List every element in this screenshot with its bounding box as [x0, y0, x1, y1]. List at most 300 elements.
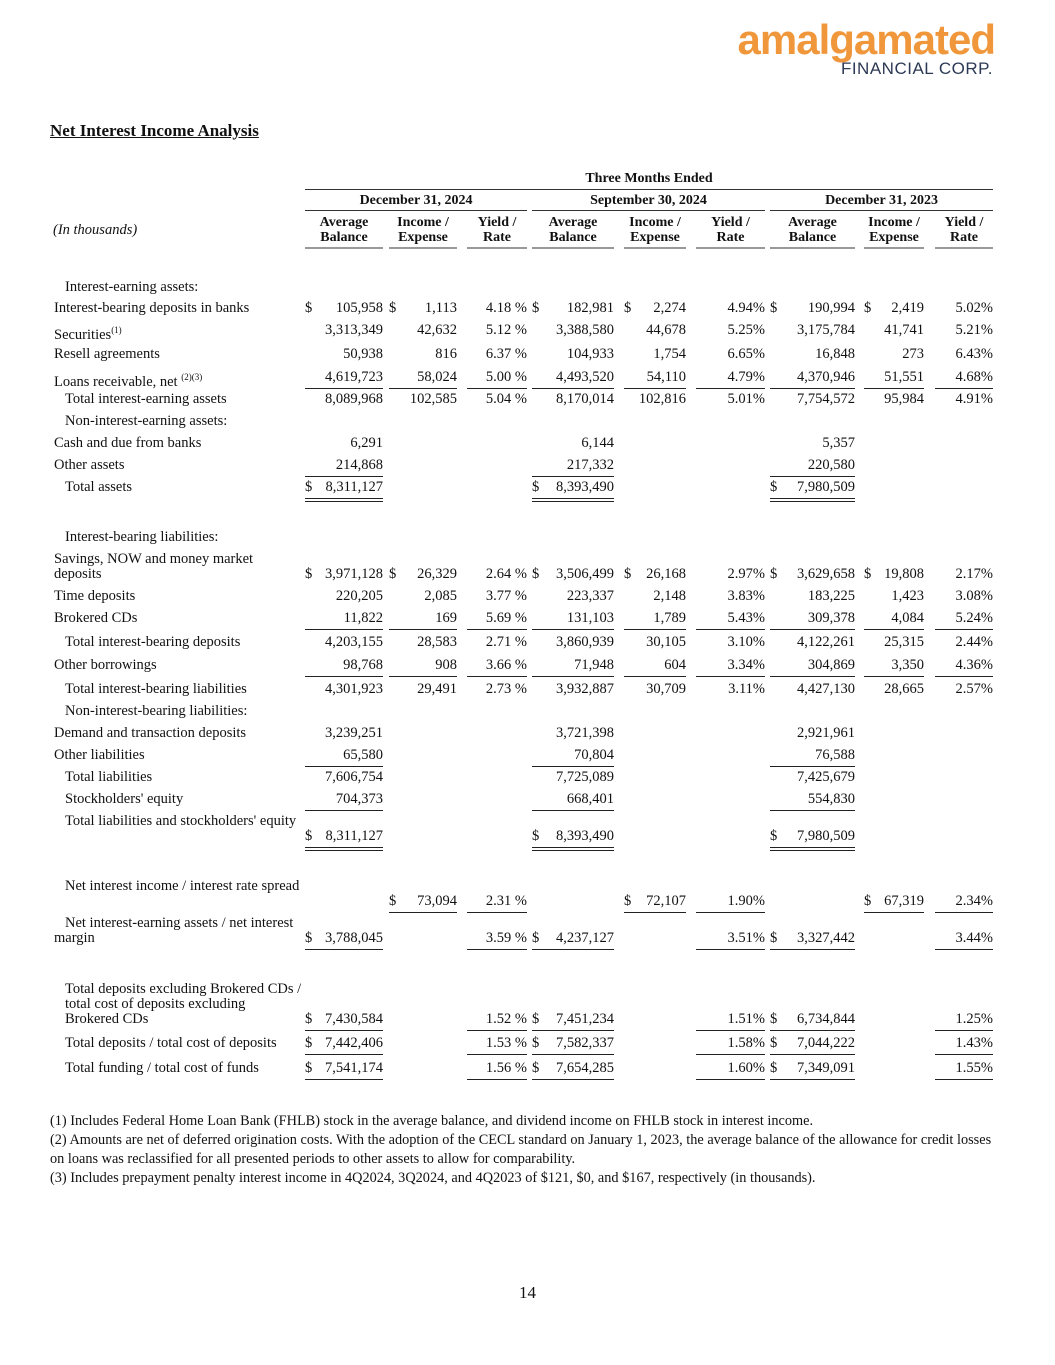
- cell-value: 1.55%: [955, 1060, 993, 1076]
- column-header-line: Average: [319, 215, 369, 230]
- cell-value: 7,980,509: [797, 828, 855, 844]
- cell-value: 11,822: [343, 610, 383, 626]
- cell-average-balance: [770, 1061, 855, 1080]
- cell-value: 6.37 %: [485, 346, 527, 362]
- cell-value: 1.43%: [955, 1035, 993, 1051]
- cell-value: 2,274: [653, 300, 686, 316]
- cell-value: 3,239,251: [325, 725, 383, 741]
- cell-value: 7,425,679: [797, 769, 855, 785]
- cell-value: 3,350: [891, 657, 924, 673]
- cell-value: 304,869: [807, 657, 855, 673]
- currency-symbol: $: [864, 300, 872, 316]
- cell-value: 7,582,337: [556, 1035, 614, 1051]
- row-label-text: Other assets: [54, 457, 125, 473]
- cell-value: 25,315: [884, 634, 924, 650]
- cell-value: 908: [435, 657, 457, 673]
- currency-symbol: $: [305, 930, 313, 946]
- currency-symbol: $: [532, 300, 540, 316]
- cell-income-expense: [864, 392, 924, 410]
- cell-average-balance: [305, 635, 383, 653]
- cell-value: 3,629,658: [797, 566, 855, 582]
- column-header-average-balance: [770, 215, 855, 245]
- currency-symbol: $: [305, 1060, 313, 1076]
- period-rule: [532, 210, 765, 211]
- cell-yield-rate: [467, 323, 527, 341]
- cell-income-expense: [624, 589, 686, 607]
- currency-symbol: $: [532, 566, 540, 582]
- cell-yield-rate: [467, 611, 527, 630]
- cell-value: 73,094: [417, 893, 457, 909]
- cell-value: 3.34%: [727, 657, 765, 673]
- cell-income-expense: [624, 658, 686, 677]
- column-header-line: Yield /: [944, 215, 984, 230]
- cell-value: 7,430,584: [325, 1011, 383, 1027]
- row-label: [54, 682, 302, 697]
- cell-value: 44,678: [646, 322, 686, 338]
- cell-value: 30,709: [646, 681, 686, 697]
- cell-average-balance: [305, 829, 383, 851]
- cell-value: 3.11%: [728, 681, 765, 697]
- column-header-yield-rate: [467, 215, 527, 245]
- cell-average-balance: [532, 1061, 614, 1080]
- cell-yield-rate: [696, 323, 765, 341]
- cell-value: 6.65%: [727, 346, 765, 362]
- cell-yield-rate: [696, 1061, 765, 1080]
- row-label-text: Total interest-earning assets: [65, 391, 227, 407]
- cell-value: 98,768: [343, 657, 383, 673]
- cell-average-balance: [305, 567, 383, 585]
- cell-value: 28,583: [417, 634, 457, 650]
- cell-average-balance: [532, 392, 614, 410]
- currency-symbol: $: [770, 930, 778, 946]
- cell-average-balance: [532, 635, 614, 653]
- cell-yield-rate: [935, 370, 993, 389]
- cell-average-balance: [770, 792, 855, 811]
- row-label-text: Other liabilities: [54, 747, 145, 763]
- cell-income-expense: [389, 347, 457, 365]
- cell-value: 4.79%: [727, 369, 765, 385]
- cell-value: 4,122,261: [797, 634, 855, 650]
- cell-value: 4,203,155: [325, 634, 383, 650]
- cell-average-balance: [532, 1012, 614, 1031]
- cell-average-balance: [770, 658, 855, 677]
- column-header-line: Average: [788, 215, 837, 230]
- cell-value: 6.43%: [955, 346, 993, 362]
- column-header-average-balance: [532, 215, 614, 245]
- cell-value: 273: [902, 346, 924, 362]
- cell-average-balance: [305, 792, 383, 811]
- cell-yield-rate: [467, 1061, 527, 1080]
- column-header-rule: [935, 247, 993, 249]
- cell-value: 5.69 %: [485, 610, 527, 626]
- cell-average-balance: [770, 1036, 855, 1055]
- column-header-line: Expense: [630, 230, 680, 245]
- cell-yield-rate: [935, 682, 993, 700]
- cell-average-balance: [305, 1012, 383, 1031]
- cell-yield-rate: [935, 1012, 993, 1031]
- cell-yield-rate: [467, 658, 527, 677]
- currency-symbol: $: [389, 893, 397, 909]
- page-title: Net Interest Income Analysis: [50, 121, 259, 140]
- currency-symbol: $: [532, 930, 540, 946]
- cell-yield-rate: [696, 347, 765, 365]
- cell-value: 4,301,923: [325, 681, 383, 697]
- currency-symbol: $: [305, 1035, 313, 1051]
- row-label: [54, 611, 302, 626]
- cell-value: 8,393,490: [556, 479, 614, 495]
- cell-value: 4,619,723: [325, 369, 383, 385]
- cell-value: 54,110: [646, 369, 686, 385]
- row-label-text: Savings, NOW and money market deposits: [54, 551, 254, 582]
- cell-income-expense: [624, 323, 686, 341]
- row-label-text: Interest-bearing liabilities:: [65, 529, 219, 545]
- cell-average-balance: [532, 436, 614, 454]
- column-header-rule: [864, 247, 924, 249]
- column-header-line: Balance: [549, 230, 597, 245]
- cell-yield-rate: [935, 635, 993, 653]
- cell-yield-rate: [935, 589, 993, 607]
- cell-yield-rate: [467, 1036, 527, 1055]
- cell-value: 1.90%: [727, 893, 765, 909]
- cell-value: 4.68%: [955, 369, 993, 385]
- cell-yield-rate: [935, 347, 993, 365]
- cell-value: 3.51%: [727, 930, 765, 946]
- cell-value: 5.43%: [727, 610, 765, 626]
- currency-symbol: $: [770, 479, 778, 495]
- cell-value: 7,606,754: [325, 769, 383, 785]
- company-logo: [705, 16, 995, 78]
- cell-income-expense: [624, 392, 686, 410]
- cell-value: 3.44%: [955, 930, 993, 946]
- cell-value: 223,337: [566, 588, 614, 604]
- cell-value: 5.02%: [955, 300, 993, 316]
- cell-average-balance: [770, 829, 855, 851]
- cell-income-expense: [624, 894, 686, 913]
- cell-average-balance: [770, 567, 855, 585]
- cell-yield-rate: [696, 589, 765, 607]
- cell-value: 1.60%: [727, 1060, 765, 1076]
- currency-symbol: $: [389, 300, 397, 316]
- cell-value: 58,024: [417, 369, 457, 385]
- cell-average-balance: [532, 682, 614, 700]
- cell-average-balance: [305, 436, 383, 454]
- cell-income-expense: [864, 301, 924, 319]
- footnote-3: (3) Includes prepayment penalty interest income in 4Q2024, 3Q2024, and 4Q2023 of $121, $0, and $167, respectively (in thousands).: [50, 1170, 816, 1186]
- cell-value: 7,044,222: [797, 1035, 855, 1051]
- cell-value: 3,971,128: [325, 566, 383, 582]
- cell-average-balance: [770, 635, 855, 653]
- column-header-line: Income /: [397, 215, 449, 230]
- column-header-rule: [305, 247, 383, 249]
- row-label: [54, 530, 302, 545]
- row-label: [54, 814, 302, 829]
- period-rule: [305, 210, 527, 211]
- header-span: Three Months Ended: [585, 171, 713, 186]
- cell-value: 2.31 %: [485, 893, 527, 909]
- cell-value: 2.17%: [955, 566, 993, 582]
- cell-value: 2.71 %: [485, 634, 527, 650]
- currency-symbol: $: [770, 1060, 778, 1076]
- period-rule: [770, 210, 993, 211]
- cell-yield-rate: [935, 894, 993, 913]
- cell-yield-rate: [467, 392, 527, 410]
- cell-value: 42,632: [417, 322, 457, 338]
- cell-value: 6,734,844: [797, 1011, 855, 1027]
- cell-average-balance: [532, 611, 614, 630]
- cell-average-balance: [770, 748, 855, 767]
- cell-value: 8,089,968: [325, 391, 383, 407]
- cell-income-expense: [624, 611, 686, 630]
- row-label: [54, 982, 302, 1027]
- row-label-text: Total assets: [65, 479, 133, 495]
- column-header-line: Average: [548, 215, 598, 230]
- cell-income-expense: [389, 611, 457, 630]
- cell-average-balance: [770, 589, 855, 607]
- cell-value: 26,329: [417, 566, 457, 582]
- cell-value: 3,788,045: [325, 930, 383, 946]
- currency-symbol: $: [532, 1060, 540, 1076]
- currency-symbol: $: [864, 566, 872, 582]
- cell-value: 704,373: [335, 791, 383, 807]
- row-label-text: Time deposits: [54, 588, 136, 604]
- column-header-rule: [624, 247, 686, 249]
- cell-average-balance: [770, 726, 855, 744]
- cell-income-expense: [864, 658, 924, 677]
- row-label: [54, 458, 302, 473]
- units-label: (In thousands): [53, 222, 138, 238]
- logo-wordmark: amalgamated: [737, 16, 995, 63]
- cell-average-balance: [532, 480, 614, 502]
- cell-income-expense: [864, 347, 924, 365]
- cell-average-balance: [305, 1036, 383, 1055]
- cell-value: 1.52 %: [485, 1011, 527, 1027]
- currency-symbol: $: [305, 1011, 313, 1027]
- cell-value: 70,804: [574, 747, 614, 763]
- cell-value: 50,938: [343, 346, 383, 362]
- cell-value: 7,754,572: [797, 391, 855, 407]
- column-header-line: Expense: [869, 230, 919, 245]
- cell-value: 309,378: [807, 610, 855, 626]
- cell-value: 220,580: [807, 457, 855, 473]
- cell-income-expense: [389, 301, 457, 319]
- cell-yield-rate: [935, 931, 993, 950]
- cell-average-balance: [770, 301, 855, 319]
- footnote-ref: (1): [111, 325, 122, 335]
- cell-value: 7,654,285: [556, 1060, 614, 1076]
- cell-average-balance: [770, 682, 855, 700]
- row-label-text: Demand and transaction deposits: [54, 725, 247, 741]
- cell-value: 5.24%: [955, 610, 993, 626]
- row-label: [54, 726, 302, 741]
- currency-symbol: $: [305, 828, 313, 844]
- row-label: [54, 879, 302, 894]
- cell-yield-rate: [467, 1012, 527, 1031]
- cell-value: 4.94%: [727, 300, 765, 316]
- cell-value: 8,393,490: [556, 828, 614, 844]
- cell-income-expense: [389, 323, 457, 341]
- column-header-line: Yield /: [711, 215, 750, 230]
- column-header-rule: [532, 247, 614, 249]
- cell-income-expense: [864, 635, 924, 653]
- column-header-line: Rate: [716, 230, 745, 245]
- currency-symbol: $: [864, 893, 872, 909]
- cell-income-expense: [389, 370, 457, 389]
- row-label-text: Interest-earning assets:: [65, 279, 199, 295]
- cell-income-expense: [624, 370, 686, 389]
- cell-yield-rate: [935, 1036, 993, 1055]
- row-label-text: Net interest income / interest rate spread: [65, 878, 300, 894]
- cell-value: 2.97%: [727, 566, 765, 582]
- cell-value: 26,168: [646, 566, 686, 582]
- cell-average-balance: [305, 611, 383, 630]
- currency-symbol: $: [389, 566, 397, 582]
- cell-value: 51,551: [884, 369, 924, 385]
- row-label: [54, 280, 302, 295]
- cell-value: 4,237,127: [556, 930, 614, 946]
- footnote-ref: (2)(3): [181, 372, 203, 382]
- row-label: [54, 301, 302, 316]
- cell-average-balance: [305, 931, 383, 950]
- currency-symbol: $: [624, 893, 632, 909]
- cell-value: 65,580: [343, 747, 383, 763]
- cell-income-expense: [864, 611, 924, 630]
- cell-average-balance: [532, 770, 614, 788]
- cell-income-expense: [864, 589, 924, 607]
- cell-value: 2.73 %: [485, 681, 527, 697]
- column-header-rule: [696, 247, 765, 249]
- row-label-text: Loans receivable, net: [54, 373, 182, 390]
- cell-value: 95,984: [884, 391, 924, 407]
- cell-value: 76,588: [815, 747, 855, 763]
- cell-average-balance: [305, 726, 383, 744]
- cell-value: 8,311,127: [325, 479, 383, 495]
- cell-value: 1,754: [653, 346, 686, 362]
- cell-value: 4.36%: [955, 657, 993, 673]
- cell-average-balance: [532, 567, 614, 585]
- row-label-text: Total interest-bearing liabilities: [65, 681, 247, 697]
- cell-yield-rate: [696, 658, 765, 677]
- cell-value: 190,994: [807, 300, 855, 316]
- cell-yield-rate: [467, 894, 527, 913]
- cell-value: 554,830: [807, 791, 855, 807]
- cell-value: 3.66 %: [485, 657, 527, 673]
- cell-value: 604: [664, 657, 686, 673]
- cell-value: 1,423: [891, 588, 924, 604]
- row-label: [54, 480, 302, 495]
- cell-value: 3.59 %: [485, 930, 527, 946]
- cell-average-balance: [532, 748, 614, 767]
- column-header-average-balance: [305, 215, 383, 245]
- cell-yield-rate: [696, 301, 765, 319]
- cell-yield-rate: [467, 301, 527, 319]
- column-header-line: Income /: [629, 215, 681, 230]
- cell-average-balance: [532, 658, 614, 677]
- column-header-line: Balance: [320, 230, 368, 245]
- cell-value: 3,175,784: [797, 322, 855, 338]
- row-label-text: Cash and due from banks: [54, 435, 202, 451]
- cell-average-balance: [532, 931, 614, 950]
- cell-value: 3,860,939: [556, 634, 614, 650]
- row-label-text: Non-interest-earning assets:: [65, 413, 228, 429]
- row-label-text: Interest-bearing deposits in banks: [54, 300, 250, 316]
- page-number: 14: [519, 1283, 536, 1302]
- row-label: [54, 792, 302, 807]
- currency-symbol: $: [532, 1035, 540, 1051]
- cell-value: 1,113: [424, 300, 457, 316]
- currency-symbol: $: [770, 300, 778, 316]
- column-header-rule: [389, 247, 457, 249]
- cell-average-balance: [532, 347, 614, 365]
- row-label: [54, 552, 302, 582]
- cell-yield-rate: [935, 1061, 993, 1080]
- row-label: [54, 704, 302, 719]
- cell-value: 4.91%: [955, 391, 993, 407]
- cell-value: 816: [435, 346, 457, 362]
- cell-average-balance: [532, 792, 614, 811]
- cell-value: 4,493,520: [556, 369, 614, 385]
- cell-income-expense: [864, 894, 924, 913]
- cell-value: 2.57%: [955, 681, 993, 697]
- currency-symbol: $: [770, 1011, 778, 1027]
- cell-average-balance: [305, 480, 383, 502]
- cell-yield-rate: [696, 682, 765, 700]
- cell-average-balance: [770, 392, 855, 410]
- row-label: [54, 323, 302, 343]
- column-header-line: Expense: [398, 230, 448, 245]
- cell-value: 3.10%: [727, 634, 765, 650]
- cell-income-expense: [864, 370, 924, 389]
- cell-average-balance: [770, 931, 855, 950]
- currency-symbol: $: [770, 1035, 778, 1051]
- cell-income-expense: [864, 682, 924, 700]
- cell-average-balance: [770, 458, 855, 477]
- cell-value: 5.25%: [727, 322, 765, 338]
- cell-value: 4.18 %: [485, 300, 527, 316]
- cell-value: 3.83%: [727, 588, 765, 604]
- cell-value: 71,948: [574, 657, 614, 673]
- row-label: [54, 916, 302, 946]
- cell-value: 1.56 %: [485, 1060, 527, 1076]
- cell-yield-rate: [467, 370, 527, 389]
- cell-yield-rate: [696, 611, 765, 630]
- column-header-rule: [770, 247, 855, 249]
- cell-value: 3,327,442: [797, 930, 855, 946]
- cell-average-balance: [532, 370, 614, 389]
- cell-value: 3,932,887: [556, 681, 614, 697]
- cell-value: 7,980,509: [797, 479, 855, 495]
- cell-value: 217,332: [566, 457, 614, 473]
- row-label: [54, 1061, 302, 1076]
- row-label-text: Total funding / total cost of funds: [65, 1060, 259, 1076]
- cell-value: 5,357: [822, 435, 855, 451]
- cell-income-expense: [389, 682, 457, 700]
- row-label-text: Total interest-bearing deposits: [65, 634, 241, 650]
- cell-yield-rate: [696, 894, 765, 913]
- cell-value: 2.44%: [955, 634, 993, 650]
- cell-average-balance: [305, 770, 383, 788]
- cell-value: 6,144: [581, 435, 614, 451]
- row-label: [54, 436, 302, 451]
- cell-value: 2.64 %: [485, 566, 527, 582]
- cell-average-balance: [305, 748, 383, 767]
- cell-average-balance: [770, 480, 855, 502]
- cell-yield-rate: [696, 635, 765, 653]
- cell-average-balance: [532, 829, 614, 851]
- row-label-text: Stockholders' equity: [65, 791, 184, 807]
- cell-value: 4,370,946: [797, 369, 855, 385]
- cell-yield-rate: [696, 1012, 765, 1031]
- row-label: [54, 658, 302, 673]
